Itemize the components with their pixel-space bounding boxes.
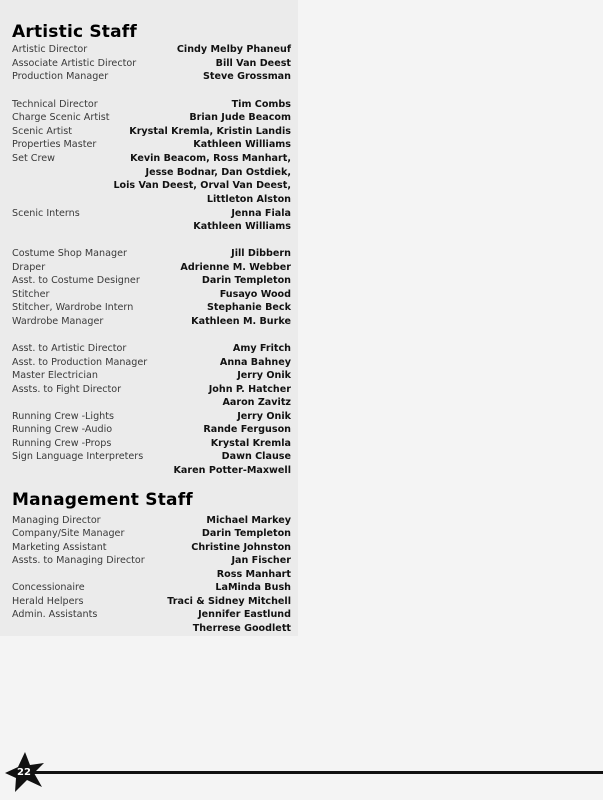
staff-role: Associate Artistic Director: [12, 58, 137, 69]
staff-row: [12, 289, 291, 303]
staff-name: Michael Markey: [206, 515, 291, 526]
staff-name: Therrese Goodlett: [192, 623, 291, 634]
staff-name: Bill Van Deest: [215, 58, 291, 69]
staff-row: [12, 357, 291, 371]
staff-row: [12, 596, 291, 610]
staff-name: Traci & Sidney Mitchell: [167, 596, 291, 607]
management-staff-heading: Management Staff: [12, 490, 193, 510]
staff-row: [12, 451, 291, 465]
staff-name: Fusayo Wood: [219, 289, 291, 300]
staff-name: Darin Templeton: [201, 275, 291, 286]
staff-name: Kevin Beacom, Ross Manhart,: [130, 153, 291, 164]
staff-name: Littleton Alston: [206, 194, 291, 205]
staff-name: Jennifer Eastlund: [198, 609, 291, 620]
staff-role: Technical Director: [12, 99, 98, 110]
staff-role: Sign Language Interpreters: [12, 451, 144, 462]
staff-role: Stitcher, Wardrobe Intern: [12, 302, 134, 313]
staff-name: Jesse Bodnar, Dan Ostdiek,: [145, 167, 291, 178]
staff-name: Rande Ferguson: [203, 424, 291, 435]
staff-name: Jan Fischer: [231, 555, 291, 566]
staff-row: [12, 126, 291, 140]
staff-row: [12, 343, 291, 357]
staff-role: Running Crew -Props: [12, 438, 112, 449]
staff-role: Managing Director: [12, 515, 101, 526]
staff-role: Stitcher: [12, 289, 50, 300]
staff-row: [12, 180, 291, 194]
staff-role: Assts. to Managing Director: [12, 555, 145, 566]
staff-name: Karen Potter-Maxwell: [173, 465, 291, 476]
staff-row: [12, 139, 291, 153]
footer-rule: [34, 771, 603, 774]
staff-name: Aaron Zavitz: [222, 397, 291, 408]
staff-role: Master Electrician: [12, 370, 98, 381]
staff-name: Kathleen Williams: [193, 221, 291, 232]
staff-role: Scenic Artist: [12, 126, 73, 137]
staff-row: [12, 208, 291, 222]
staff-row: [12, 609, 291, 623]
staff-role: Production Manager: [12, 71, 109, 82]
staff-role: Scenic Interns: [12, 208, 80, 219]
staff-row: [12, 248, 291, 262]
staff-name: LaMinda Bush: [215, 582, 291, 593]
staff-row: [12, 424, 291, 438]
staff-name: Tim Combs: [231, 99, 291, 110]
staff-role: Charge Scenic Artist: [12, 112, 110, 123]
staff-name: Kathleen M. Burke: [191, 316, 291, 327]
staff-name: Kathleen Williams: [193, 139, 291, 150]
staff-row: [12, 384, 291, 398]
staff-row: [12, 316, 291, 330]
staff-row: [12, 397, 291, 411]
artistic-staff-heading: Artistic Staff: [12, 22, 137, 42]
staff-row: [12, 194, 291, 208]
staff-role: Properties Master: [12, 139, 97, 150]
staff-row: [12, 167, 291, 181]
staff-row: [12, 555, 291, 569]
staff-name: Ross Manhart: [216, 569, 291, 580]
page-number: 22: [17, 767, 31, 778]
staff-row: [12, 465, 291, 479]
staff-name: Jenna Fiala: [231, 208, 291, 219]
staff-role: Herald Helpers: [12, 596, 84, 607]
staff-name: Krystal Kremla: [210, 438, 291, 449]
staff-row: [12, 71, 291, 85]
staff-row: [12, 99, 291, 113]
staff-name: Anna Bahney: [219, 357, 291, 368]
staff-role: Assts. to Fight Director: [12, 384, 122, 395]
staff-row: [12, 58, 291, 72]
staff-role: Costume Shop Manager: [12, 248, 127, 259]
staff-role: Running Crew -Audio: [12, 424, 113, 435]
staff-name: Steve Grossman: [202, 71, 291, 82]
staff-row: [12, 582, 291, 596]
staff-name: Darin Templeton: [201, 528, 291, 539]
staff-name: Amy Fritch: [232, 343, 291, 354]
staff-row: [12, 275, 291, 289]
staff-row: [12, 623, 291, 637]
staff-row: [12, 542, 291, 556]
staff-name: Jerry Onik: [237, 411, 291, 422]
staff-name: Christine Johnston: [191, 542, 291, 553]
staff-name: John P. Hatcher: [208, 384, 291, 395]
staff-row: [12, 411, 291, 425]
staff-name: Stephanie Beck: [206, 302, 291, 313]
staff-name: Jill Dibbern: [231, 248, 291, 259]
staff-role: Asst. to Costume Designer: [12, 275, 140, 286]
staff-role: Asst. to Production Manager: [12, 357, 148, 368]
staff-row: [12, 515, 291, 529]
staff-row: [12, 528, 291, 542]
staff-name: Dawn Clause: [221, 451, 291, 462]
staff-row: [12, 44, 291, 58]
staff-row: [12, 221, 291, 235]
staff-row: [12, 370, 291, 384]
staff-row: [12, 569, 291, 583]
staff-name: Krystal Kremla, Kristin Landis: [129, 126, 291, 137]
staff-row: [12, 438, 291, 452]
staff-role: Marketing Assistant: [12, 542, 107, 553]
staff-role: Admin. Assistants: [12, 609, 98, 620]
staff-row: [12, 262, 291, 276]
staff-role: Company/Site Manager: [12, 528, 125, 539]
staff-row: [12, 112, 291, 126]
staff-name: Jerry Onik: [237, 370, 291, 381]
staff-role: Artistic Director: [12, 44, 88, 55]
staff-name: Brian Jude Beacom: [189, 112, 291, 123]
staff-row: [12, 302, 291, 316]
staff-role: Wardrobe Manager: [12, 316, 104, 327]
staff-role: Concessionaire: [12, 582, 85, 593]
staff-row: [12, 153, 291, 167]
staff-role: Asst. to Artistic Director: [12, 343, 127, 354]
staff-role: Set Crew: [12, 153, 55, 164]
staff-name: Adrienne M. Webber: [180, 262, 291, 273]
staff-role: Draper: [12, 262, 46, 273]
staff-role: Running Crew -Lights: [12, 411, 114, 422]
staff-name: Cindy Melby Phaneuf: [176, 44, 291, 55]
staff-name: Lois Van Deest, Orval Van Deest,: [113, 180, 291, 191]
